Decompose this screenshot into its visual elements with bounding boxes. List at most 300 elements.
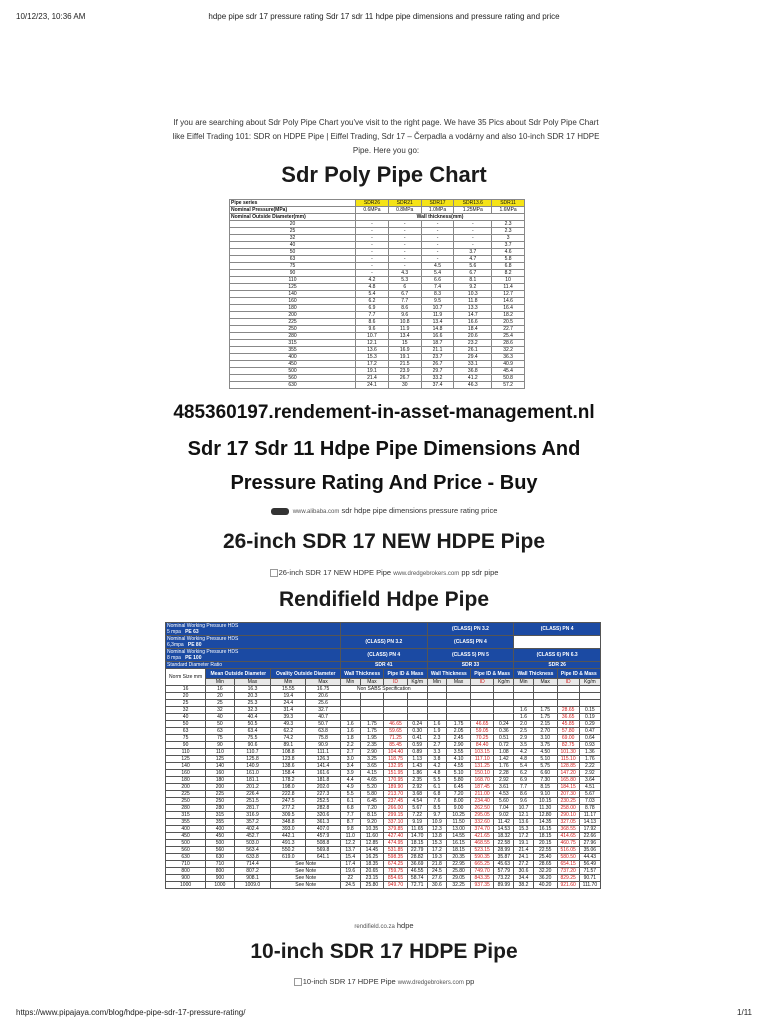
table-cell: 407.0	[306, 826, 341, 833]
table-cell: 355	[230, 347, 356, 354]
table-row	[166, 812, 601, 819]
table-cell: 28.65	[533, 861, 557, 868]
table-cell: 161.0	[234, 770, 271, 777]
table-cell: 189.90	[384, 784, 407, 791]
caption-domain[interactable]: www.alibaba.com	[292, 509, 340, 515]
table-cell: 27.96	[579, 840, 600, 847]
table-cell: 523.15	[470, 847, 493, 854]
table-cell	[579, 693, 600, 700]
table-cell: 30.6	[427, 882, 447, 889]
table-cell: 4.51	[579, 784, 600, 791]
table-cell: 202.0	[306, 784, 341, 791]
table-cell: 89.99	[494, 882, 514, 889]
table-cell: 749.70	[470, 868, 493, 875]
table-cell: 7.7	[514, 784, 534, 791]
table-cell: 90	[206, 742, 234, 749]
subheader-cell: ID	[470, 679, 493, 686]
table-cell: 62.2	[271, 728, 306, 735]
table-cell: 309.5	[271, 812, 306, 819]
table-cell	[494, 700, 514, 707]
sdr-header: SDR26	[356, 200, 389, 207]
table-cell	[447, 686, 471, 693]
table-cell: 33.1	[454, 361, 492, 368]
table-cell: 5.4	[421, 270, 454, 277]
table-cell: 247.5	[271, 798, 306, 805]
table-cell: 4.65	[360, 777, 384, 784]
table-cell: 4.2	[427, 763, 447, 770]
table-cell: 295.05	[470, 812, 493, 819]
table-cell: 0.15	[579, 707, 600, 714]
heading-sdr-poly-pipe-chart: Sdr Poly Pipe Chart	[281, 162, 487, 187]
table-cell: 19.3	[427, 854, 447, 861]
subheader-cell: Max	[234, 679, 271, 686]
table-cell: 3.25	[360, 756, 384, 763]
table-cell: 20.6	[306, 693, 341, 700]
table-cell: 50	[166, 721, 206, 728]
subheader-cell: Max	[533, 679, 557, 686]
table-cell: 22.58	[494, 840, 514, 847]
table-cell: 710	[166, 861, 206, 868]
table-cell: 27.2	[514, 861, 534, 868]
table-cell: 25.80	[447, 868, 471, 875]
table-cell: 49.3	[271, 721, 306, 728]
np-row-1-col2: (CLASS) PN 3.2	[427, 623, 514, 636]
table-cell: 57.79	[494, 868, 514, 875]
subheader-cell: ID	[384, 679, 407, 686]
pressure-cell: 0.6MPa	[356, 207, 389, 214]
table-cell: 234.40	[470, 798, 493, 805]
table-cell: 737.20	[557, 868, 579, 875]
table-cell: 7.03	[579, 798, 600, 805]
table-cell: 18.15	[407, 840, 427, 847]
table-cell: 921.60	[557, 882, 579, 889]
table-cell: 12.7	[492, 291, 525, 298]
table-cell: 1.6	[340, 721, 360, 728]
table-cell: 2.90	[360, 749, 384, 756]
table-cell: 82.75	[557, 742, 579, 749]
table-cell: 15.55	[271, 686, 306, 693]
sdr41-header: SDR 41	[340, 662, 427, 669]
table-cell: 714.4	[234, 861, 271, 868]
table-row	[166, 756, 601, 763]
table-cell	[447, 714, 471, 721]
table-cell: 32.20	[533, 868, 557, 875]
table-cell: 3.64	[579, 777, 600, 784]
table-cell: 452.7	[234, 833, 271, 840]
table-cell: 23.7	[421, 354, 454, 361]
table-row	[166, 777, 601, 784]
wall-thickness-header: Wall thickness(mm)	[356, 214, 525, 221]
table-cell: 138.6	[271, 763, 306, 770]
table-cell: 35.87	[494, 854, 514, 861]
table-cell: 2.3	[492, 221, 525, 228]
table-cell: 101.30	[557, 749, 579, 756]
table-cell: 1.6	[514, 714, 534, 721]
table-cell: 125	[206, 756, 234, 763]
table-cell: 22.55	[533, 847, 557, 854]
table-cell: 24.5	[427, 868, 447, 875]
table-cell: 280	[206, 805, 234, 812]
table-cell: 211.00	[470, 791, 493, 798]
table-cell: 125	[230, 284, 356, 291]
table-cell: 0.59	[407, 742, 427, 749]
table-cell: 8.00	[447, 798, 471, 805]
heading-26-inch-sdr17[interactable]: 26-inch SDR 17 NEW HDPE Pipe	[222, 530, 546, 553]
table-cell: 2.92	[407, 784, 427, 791]
table-cell: 252.5	[306, 798, 341, 805]
table-cell: 213.70	[384, 791, 407, 798]
table-cell: 72.71	[407, 882, 427, 889]
table-cell: 13.8	[427, 833, 447, 840]
col-pipe-41: Pipe ID & Mass	[384, 669, 427, 679]
table-cell: 32.25	[447, 882, 471, 889]
table-cell	[340, 714, 360, 721]
table-cell: -	[388, 263, 421, 270]
caption-domain[interactable]: rendifield.co.za	[354, 924, 395, 930]
table-cell: 75.5	[234, 735, 271, 742]
table-cell: 18.15	[533, 833, 557, 840]
table-cell: 3.68	[407, 791, 427, 798]
table-cell: 281.7	[234, 805, 271, 812]
table-row	[166, 805, 601, 812]
table-cell: 460.75	[557, 840, 579, 847]
table-cell: 9.00	[447, 805, 471, 812]
table-row	[166, 742, 601, 749]
table-cell: 3.0	[340, 756, 360, 763]
table-cell: 6	[388, 284, 421, 291]
table-cell: 140	[166, 763, 206, 770]
table-cell	[340, 693, 360, 700]
table-cell: 32	[206, 707, 234, 714]
table-cell: 374.70	[470, 826, 493, 833]
table-row	[230, 270, 525, 277]
table-cell: 13.4	[421, 319, 454, 326]
table-cell	[533, 693, 557, 700]
table-cell: 40	[230, 242, 356, 249]
table-cell: 4.10	[447, 756, 471, 763]
table-cell: 4.55	[447, 763, 471, 770]
table-cell: 400	[206, 826, 234, 833]
table-cell: 30.6	[514, 868, 534, 875]
dredge-caption-10	[0, 977, 768, 986]
print-datetime: 10/12/23, 10:36 AM	[16, 12, 86, 21]
table-cell: 3.7	[492, 242, 525, 249]
table-cell: 90	[230, 270, 356, 277]
pressure-cell: 1.25MPa	[454, 207, 492, 214]
table-cell: 45.63	[494, 861, 514, 868]
table-cell: 598.35	[384, 854, 407, 861]
table-cell: 84.40	[470, 742, 493, 749]
table-cell: 11.50	[447, 819, 471, 826]
table-cell: 110	[166, 749, 206, 756]
table-cell: -	[388, 221, 421, 228]
table-cell: 5.5	[340, 791, 360, 798]
table-cell: 11.60	[360, 833, 384, 840]
table-row	[230, 221, 525, 228]
table-cell: 393.0	[271, 826, 306, 833]
table-cell: 16.3	[234, 686, 271, 693]
table-cell: 4.15	[360, 770, 384, 777]
table-cell: 28.6	[492, 340, 525, 347]
table-cell: 327.05	[557, 819, 579, 826]
table-cell: 22	[340, 875, 360, 882]
table-cell: 45.4	[492, 368, 525, 375]
table-cell: 222.8	[271, 791, 306, 798]
table-cell: 11.0	[340, 833, 360, 840]
table-cell: 11.9	[388, 326, 421, 333]
np-row-2-col2: (CLASS) PN 4	[427, 636, 514, 649]
table-cell: 5.4	[356, 291, 389, 298]
table-cell: 3.4	[340, 763, 360, 770]
table-cell: 20.65	[360, 868, 384, 875]
table-cell: 1.6	[340, 728, 360, 735]
table-cell	[340, 707, 360, 714]
table-cell: 14.45	[360, 847, 384, 854]
table-cell	[407, 693, 427, 700]
table-cell: 4.54	[407, 798, 427, 805]
table-cell: 63	[166, 728, 206, 735]
table-cell: 4.2	[356, 277, 389, 284]
table-cell: -	[356, 263, 389, 270]
table-cell: 40	[206, 714, 234, 721]
table-cell: 40.20	[533, 882, 557, 889]
print-footer	[16, 1008, 752, 1020]
table-cell: 0.64	[579, 735, 600, 742]
table-cell	[360, 700, 384, 707]
table-row	[166, 700, 601, 707]
table-cell: 315	[166, 812, 206, 819]
table-cell: 516.05	[557, 847, 579, 854]
table-cell: -	[388, 256, 421, 263]
table-cell: 117.10	[470, 756, 493, 763]
table-cell: 590.35	[470, 854, 493, 861]
table-cell: 140	[206, 763, 234, 770]
heading-rendifield-hdpe-pipe[interactable]: Rendifield Hdpe Pipe	[278, 588, 490, 611]
table-cell: 110.7	[234, 749, 271, 756]
table-cell: 468.55	[470, 840, 493, 847]
table-cell: 2.9	[514, 735, 534, 742]
table-cell	[427, 693, 447, 700]
table-cell: 111.1	[306, 749, 341, 756]
table-cell: 29.05	[447, 875, 471, 882]
table-cell: 8.6	[356, 319, 389, 326]
table-cell: 900	[206, 875, 234, 882]
table-cell: 180	[206, 777, 234, 784]
table-cell: 8.3	[421, 291, 454, 298]
table-cell: 34.4	[514, 875, 534, 882]
table-cell: 4.2	[514, 749, 534, 756]
table-cell: 227.3	[306, 791, 341, 798]
table-cell: 3.3	[427, 749, 447, 756]
heading-10-inch-sdr17[interactable]: 10-inch SDR 17 HDPE Pipe	[250, 940, 518, 963]
table-row	[230, 228, 525, 235]
caption-domain[interactable]: www.dredgebrokers.com	[397, 980, 464, 986]
table-cell: 800	[206, 868, 234, 875]
table-row	[230, 319, 525, 326]
subheader-cell: Max	[447, 679, 471, 686]
table-cell: 7.6	[427, 798, 447, 805]
table-cell: 14.8	[421, 326, 454, 333]
table-cell: 550.2	[271, 847, 306, 854]
table-cell: -	[356, 270, 389, 277]
np-row-1-label: Nominal Working Pressure HDS 5 mpa PE 63	[166, 623, 341, 636]
table-cell: 5.4	[514, 763, 534, 770]
subheader-cell: Max	[360, 679, 384, 686]
table-row	[230, 354, 525, 361]
table-cell: 1.75	[360, 728, 384, 735]
source-domain[interactable]: 485360197.rendement-in-asset-management.nl	[173, 402, 595, 423]
table-cell	[360, 693, 384, 700]
table-cell: 8.6	[388, 305, 421, 312]
table-cell: 165.80	[557, 777, 579, 784]
caption-domain[interactable]: www.dredgebrokers.com	[393, 571, 460, 577]
table-cell: 2.92	[494, 777, 514, 784]
table-cell: 10.35	[360, 826, 384, 833]
table-cell: 160	[166, 770, 206, 777]
table-cell: 25	[230, 228, 356, 235]
table-cell: 16.6	[454, 319, 492, 326]
table-row	[166, 707, 601, 714]
table-cell: 450	[166, 833, 206, 840]
table-cell: 10.9	[427, 819, 447, 826]
table-cell: 8.7	[340, 819, 360, 826]
table-cell: -	[421, 228, 454, 235]
table-cell: 282.8	[306, 805, 341, 812]
col-pipe-33: Pipe ID & Mass	[470, 669, 513, 679]
see-note-cell: See Note	[271, 868, 341, 875]
np-row-3-col1: (CLASS) PN 4	[340, 649, 427, 662]
table-cell: 18.4	[454, 326, 492, 333]
table-cell: 25	[206, 700, 234, 707]
table-cell: 170.95	[384, 777, 407, 784]
table-cell: 123.8	[271, 756, 306, 763]
table-cell: 50.8	[492, 375, 525, 382]
table-cell	[427, 714, 447, 721]
table-cell: 25.3	[234, 700, 271, 707]
table-cell: 355	[206, 819, 234, 826]
table-cell: 1.6	[514, 707, 534, 714]
table-row	[166, 714, 601, 721]
table-row	[230, 256, 525, 263]
table-cell: 25.6	[306, 700, 341, 707]
table-cell: 71.25	[384, 735, 407, 742]
table-cell: 3.10	[533, 735, 557, 742]
table-cell: 563.4	[234, 847, 271, 854]
table-cell: 1.08	[494, 749, 514, 756]
table-cell: 20	[166, 693, 206, 700]
rendifield-caption	[0, 921, 768, 930]
sdr-header: SDR21	[388, 200, 421, 207]
table-cell: 2.05	[447, 728, 471, 735]
table-cell: 46.65	[470, 721, 493, 728]
table-cell: 7.7	[356, 312, 389, 319]
table-cell: 5.10	[447, 770, 471, 777]
table-cell: 569.8	[306, 847, 341, 854]
table-row	[166, 847, 601, 854]
table-cell: 187.45	[470, 784, 493, 791]
table-row	[230, 312, 525, 319]
table-cell: 16.15	[533, 826, 557, 833]
table-cell: 357.2	[234, 819, 271, 826]
table-row	[230, 284, 525, 291]
sdr-header: SDR11	[492, 200, 525, 207]
table-cell: 41.2	[454, 375, 492, 382]
table-cell: 5.20	[360, 784, 384, 791]
table-row	[230, 326, 525, 333]
table-cell: 9.6	[356, 326, 389, 333]
table-cell: 7.30	[533, 777, 557, 784]
table-cell: 13.3	[454, 305, 492, 312]
table-cell: 4.8	[427, 770, 447, 777]
table-cell: 5.75	[533, 763, 557, 770]
row-label-series: Pipe series	[230, 200, 356, 207]
table-cell: 10.7	[421, 305, 454, 312]
heading-sdr17-sdr11-dimensions[interactable]: Sdr 17 Sdr 11 Hdpe Pipe Dimensions And Pressure Rating And Price - Buy	[187, 438, 581, 494]
table-row	[230, 298, 525, 305]
col-wall-26: Wall Thickness	[514, 669, 557, 679]
page-number: 1/11	[737, 1008, 752, 1017]
table-cell	[494, 693, 514, 700]
table-cell: 1.42	[494, 756, 514, 763]
image-alt-text: 10-inch SDR 17 HDPE Pipe	[302, 977, 396, 986]
table-cell: 17.2	[427, 847, 447, 854]
table-cell: 2.3	[427, 735, 447, 742]
see-note-cell: See Note	[271, 882, 341, 889]
table-cell: 11.9	[421, 312, 454, 319]
table-row	[230, 305, 525, 312]
table-cell: 0.36	[494, 728, 514, 735]
table-cell: 290.10	[557, 812, 579, 819]
table-cell: 230.25	[557, 798, 579, 805]
table-cell: 39.3	[271, 714, 306, 721]
table-cell	[470, 693, 493, 700]
table-cell: 630	[206, 854, 234, 861]
table-cell: 35.06	[579, 847, 600, 854]
table-cell: 2.5	[514, 728, 534, 735]
table-cell: 2.15	[533, 721, 557, 728]
table-row	[166, 763, 601, 770]
table-cell: 1009.0	[234, 882, 271, 889]
table-cell: 491.3	[271, 840, 306, 847]
table-cell	[384, 693, 407, 700]
table-cell: 23.9	[388, 368, 421, 375]
table-cell: 14.70	[407, 833, 427, 840]
table-cell: 180	[166, 777, 206, 784]
sdr-label: Standard Diameter Ratio	[166, 662, 341, 669]
table-cell: 6.2	[514, 770, 534, 777]
table-cell: -	[454, 221, 492, 228]
non-sabs-note: Non SABS Specification	[340, 686, 427, 693]
print-title: hdpe pipe sdr 17 pressure rating Sdr 17 sdr 11 hdpe pipe dimensions and pressure rating and price	[208, 12, 560, 21]
table-cell: 400	[166, 826, 206, 833]
table-cell	[579, 700, 600, 707]
np-row-3-label: Nominal Working Pressure HDS 8 mpa PE 100	[166, 649, 341, 662]
table-cell: 19.4	[271, 693, 306, 700]
caption-text: sdr hdpe pipe dimensions pressure rating price	[341, 506, 498, 515]
table-cell: 14.6	[492, 298, 525, 305]
table-cell: 12.1	[356, 340, 389, 347]
caption-text: pp sdr pipe	[461, 568, 499, 577]
table-cell: 150.10	[470, 770, 493, 777]
table-cell: 442.1	[271, 833, 306, 840]
table-row	[166, 833, 601, 840]
table-cell: 13.4	[388, 333, 421, 340]
see-note-cell: See Note	[271, 861, 341, 868]
table-cell: 13.6	[356, 347, 389, 354]
table-row	[166, 735, 601, 742]
table-cell: 641.1	[306, 854, 341, 861]
sdr26-header: SDR 26	[514, 662, 601, 669]
